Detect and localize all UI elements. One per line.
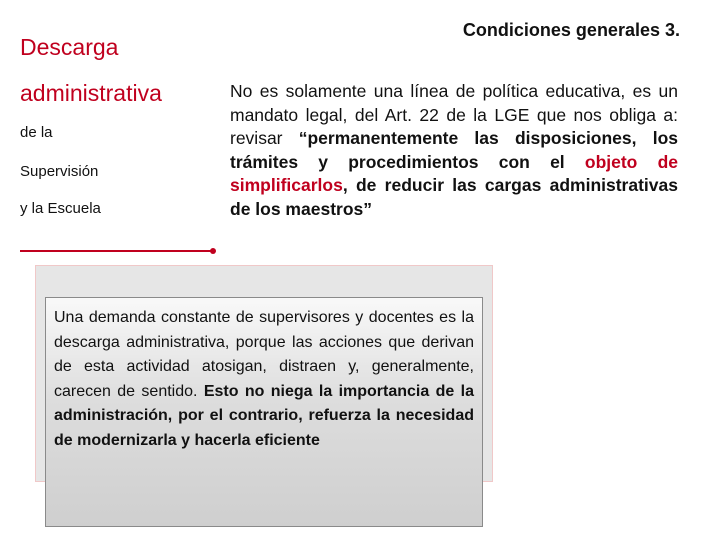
note-bold-text: Esto no niega la importancia de la administración, por el contrario, refuerza la necesidad de modernizarla y hacerla eficiente <box>54 382 475 449</box>
sidebar-title-line2: administrativa <box>20 80 162 106</box>
sidebar-title-line1: Descarga <box>20 34 119 60</box>
quote-bold-text: “permanentemente las disposiciones, los trámites y procedimientos con el <box>230 128 678 172</box>
note-paragraph <box>54 306 474 453</box>
sidebar-subtitle-line3: y la Escuela <box>20 200 101 217</box>
sidebar-subtitle-line1: de la <box>20 124 53 141</box>
sidebar-divider <box>20 250 213 252</box>
quote-bold-ending: , de reducir las cargas administrativas de los maestros” <box>230 175 678 219</box>
note-text: Una demanda constante de supervisores y docentes es la descarga administrativa, porque las acciones que derivan de esta actividad atosigan, distraen y, generalmente, carecen de sentido. <box>54 309 474 400</box>
legal-quote-paragraph <box>230 80 678 221</box>
sidebar-subtitle-line2: Supervisión <box>20 163 99 180</box>
note-box <box>45 297 483 527</box>
quote-text: No es solamente una línea de política educativa, es un mandato legal, del Art. 22 de la LGE que nos obliga a: revisar <box>230 81 678 148</box>
quote-highlight-text: objeto de simplificarlos <box>230 151 678 195</box>
slide-heading: Condiciones generales 3. <box>462 20 680 40</box>
